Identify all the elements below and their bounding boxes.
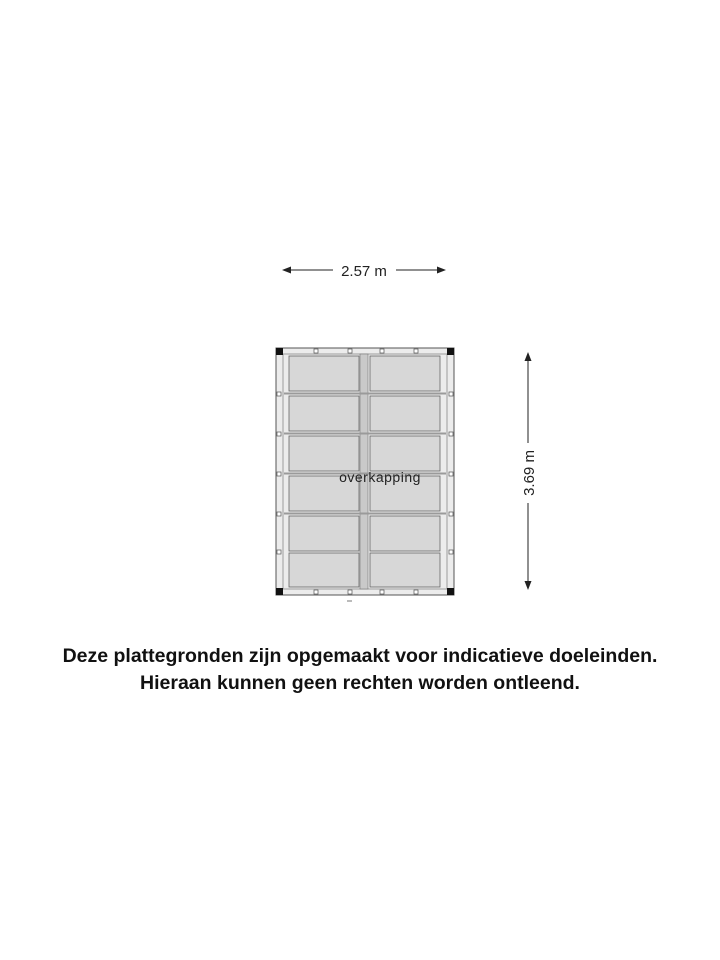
corner-post-top-left bbox=[276, 348, 283, 355]
roof-pane bbox=[370, 516, 440, 551]
bracket bbox=[314, 590, 318, 594]
corner-post-top-right bbox=[447, 348, 454, 355]
bracket bbox=[449, 550, 453, 554]
bracket bbox=[277, 432, 281, 436]
bracket bbox=[277, 550, 281, 554]
bracket bbox=[449, 512, 453, 516]
disclaimer-line-2: Hieraan kunnen geen rechten worden ontleend. bbox=[140, 672, 580, 694]
bracket bbox=[348, 349, 352, 353]
roof-pane bbox=[289, 356, 359, 391]
bracket bbox=[277, 472, 281, 476]
bracket bbox=[348, 590, 352, 594]
height-arrow-top bbox=[525, 352, 532, 361]
roof-pane bbox=[289, 516, 359, 551]
bracket bbox=[449, 392, 453, 396]
bracket bbox=[414, 349, 418, 353]
roof-pane bbox=[289, 396, 359, 431]
bracket bbox=[380, 590, 384, 594]
bracket bbox=[277, 392, 281, 396]
height-label: 3.69 m bbox=[521, 450, 538, 496]
roof-pane bbox=[370, 436, 440, 471]
width-label: 2.57 m bbox=[341, 263, 387, 280]
corner-post-bottom-right bbox=[447, 588, 454, 595]
disclaimer bbox=[0, 643, 720, 697]
bracket bbox=[314, 349, 318, 353]
width-arrow-left bbox=[282, 267, 291, 274]
roof-pane bbox=[370, 396, 440, 431]
width-arrow-right bbox=[437, 267, 446, 274]
disclaimer-line-1: Deze plattegronden zijn opgemaakt voor indicatieve doeleinden. bbox=[62, 645, 658, 667]
roof-pane bbox=[370, 553, 440, 587]
roof-pane bbox=[289, 436, 359, 471]
width-dimension bbox=[282, 263, 446, 280]
bracket bbox=[414, 590, 418, 594]
roof-pane bbox=[370, 356, 440, 391]
bracket bbox=[449, 472, 453, 476]
bracket bbox=[277, 512, 281, 516]
roof-pane bbox=[289, 553, 359, 587]
bracket bbox=[449, 432, 453, 436]
height-arrow-bottom bbox=[525, 581, 532, 590]
height-dimension bbox=[521, 352, 538, 590]
bracket bbox=[380, 349, 384, 353]
corner-post-bottom-left bbox=[276, 588, 283, 595]
room-label-overkapping: overkapping bbox=[339, 469, 421, 485]
